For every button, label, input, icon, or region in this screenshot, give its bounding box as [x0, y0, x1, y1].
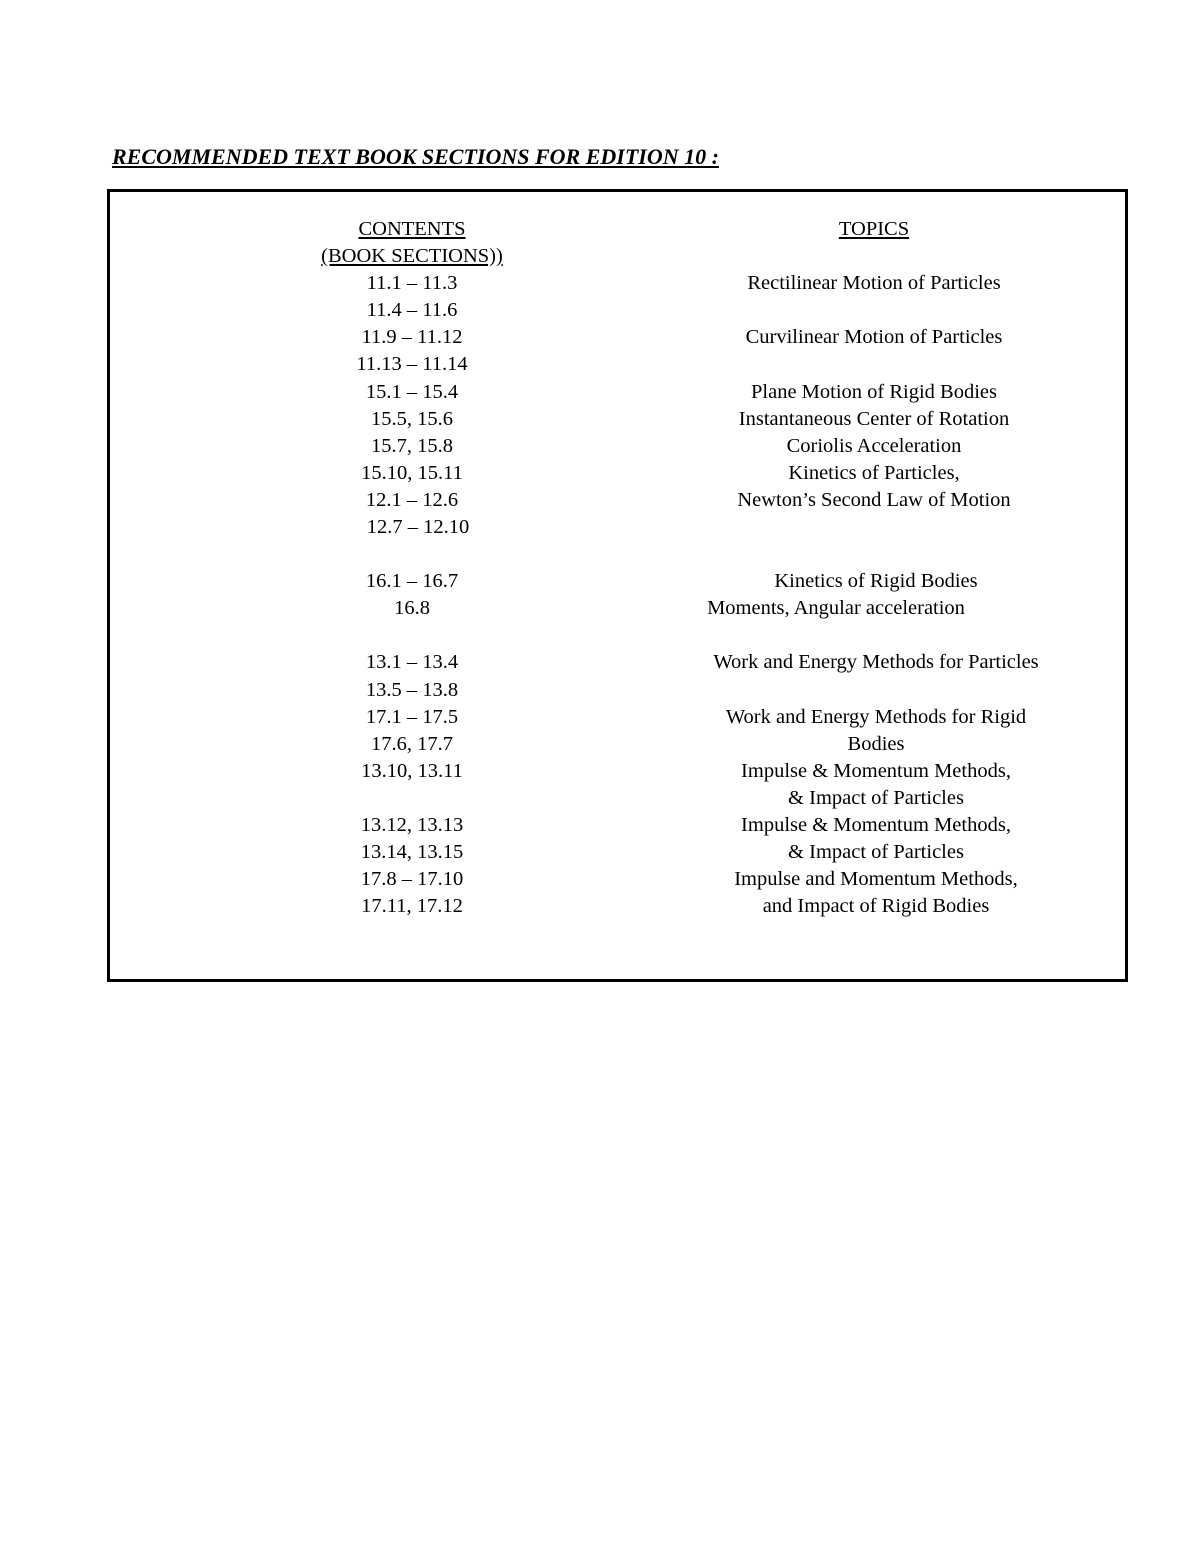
- section-cell: 17.8 – 17.10: [360, 868, 464, 890]
- document-title: RECOMMENDED TEXT BOOK SECTIONS FOR EDITION 10 :: [112, 144, 719, 169]
- section-cell: 15.7, 15.8: [371, 435, 453, 457]
- topic-cell: Moments, Angular acceleration: [707, 597, 965, 619]
- topic-cell: Kinetics of Rigid Bodies: [774, 570, 978, 592]
- topic-cell: & Impact of Particles: [788, 787, 964, 809]
- topic-cell: Plane Motion of Rigid Bodies: [751, 381, 997, 403]
- topic-cell: Newton’s Second Law of Motion: [737, 489, 1011, 511]
- section-cell: 15.5, 15.6: [371, 408, 453, 430]
- section-cell: 13.1 – 13.4: [365, 651, 459, 673]
- section-cell: 17.1 – 17.5: [365, 706, 459, 728]
- topic-cell: Bodies: [847, 733, 905, 755]
- topic-cell: Rectilinear Motion of Particles: [747, 272, 1001, 294]
- section-cell: 13.12, 13.13: [360, 814, 464, 836]
- section-cell: 11.4 – 11.6: [366, 299, 458, 321]
- topic-cell: Impulse & Momentum Methods,: [741, 760, 1011, 782]
- topic-cell: Impulse & Momentum Methods,: [741, 814, 1011, 836]
- section-cell: 12.1 – 12.6: [365, 489, 459, 511]
- topic-cell: Work and Energy Methods for Particles: [713, 651, 1039, 673]
- topics-header: TOPICS: [838, 218, 910, 240]
- topic-cell: Work and Energy Methods for Rigid: [725, 706, 1027, 728]
- section-cell: 11.1 – 11.3: [366, 272, 458, 294]
- section-cell: 11.13 – 11.14: [356, 353, 468, 375]
- topic-cell: Kinetics of Particles,: [788, 462, 960, 484]
- section-cell: 16.1 – 16.7: [365, 570, 459, 592]
- topic-cell: & Impact of Particles: [788, 841, 964, 863]
- section-cell: 15.1 – 15.4: [365, 381, 459, 403]
- section-cell: 15.10, 15.11: [361, 462, 463, 484]
- sections-table-box: [107, 189, 1128, 982]
- topic-cell: Curvilinear Motion of Particles: [745, 326, 1003, 348]
- section-cell: 13.14, 13.15: [360, 841, 464, 863]
- section-cell: 13.5 – 13.8: [365, 679, 459, 701]
- contents-header: CONTENTS: [358, 218, 466, 240]
- section-cell: 11.9 – 11.12: [361, 326, 463, 348]
- section-cell: 13.10, 13.11: [361, 760, 463, 782]
- section-cell: 12.7 – 12.10: [366, 516, 470, 538]
- topic-cell: and Impact of Rigid Bodies: [762, 895, 990, 917]
- topic-cell: Instantaneous Center of Rotation: [738, 408, 1010, 430]
- section-cell: 17.11, 17.12: [361, 895, 463, 917]
- section-cell: 17.6, 17.7: [371, 733, 453, 755]
- contents-subheader: (BOOK SECTIONS)): [321, 245, 503, 267]
- topic-cell: Coriolis Acceleration: [786, 435, 962, 457]
- topic-cell: Impulse and Momentum Methods,: [734, 868, 1018, 890]
- section-cell: 16.8: [394, 597, 430, 619]
